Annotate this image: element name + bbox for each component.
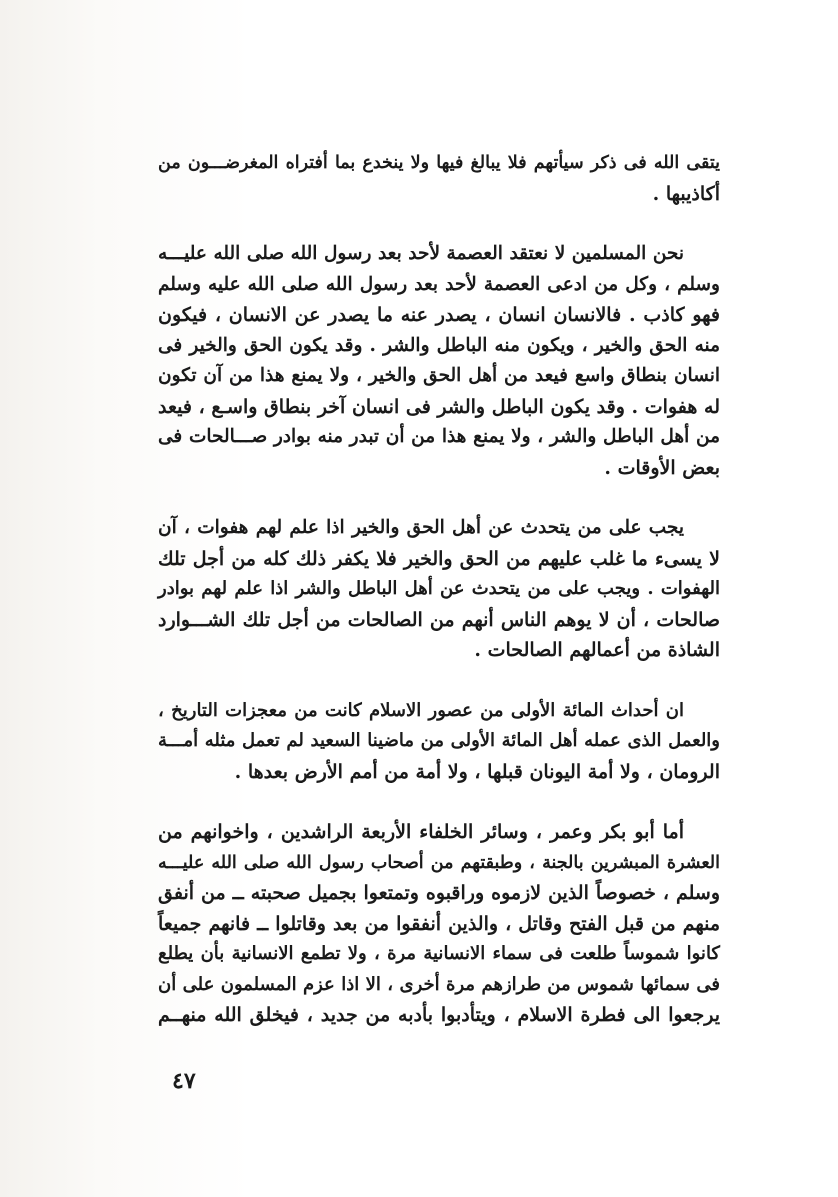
text-line: ان أحداث المائة الأولى من عصور الاسلام كانت من معجزات التاريخ ،: [158, 699, 684, 721]
text-line: يرجعوا الى فطرة الاسلام ، ويتأدبوا بأدبه من جديد ، فيخلق الله منهــم: [158, 1004, 720, 1026]
paragraph: [158, 513, 720, 666]
text-line: بعض الأوقات .: [604, 456, 720, 479]
page-body: [158, 148, 720, 1061]
text-line: الرومان ، ولا أمة اليونان قبلها ، ولا أمة من أمم الأرض بعدها .: [234, 760, 720, 783]
text-line: من أهل الباطل والشر ، ولا يمنع هذا من أن تبدر منه بوادر صـــالحات فى: [158, 426, 720, 447]
page-number: ٤٧: [172, 1068, 196, 1094]
paragraph: [158, 696, 720, 788]
text-line: كانوا شموساً طلعت فى سماء الانسانية مرة ، ولا تطمع الانسانية بأن يطلع: [158, 943, 720, 964]
text-line: والعمل الذى عمله أهل المائة الأولى من ماضينا السعيد لم تعمل مثله أمـــة: [158, 730, 720, 751]
text-line: منه الحق والخير ، ويكون منه الباطل والشر . وقد يكون الحق والخير فى: [158, 334, 720, 356]
text-line: الهفوات . ويجب على من يتحدث عن أهل الباطل والشر اذا علم لهم بوادر: [158, 578, 720, 599]
text-line: نحن المسلمين لا نعتقد العصمة لأحد بعد رسول الله صلى الله عليـــه: [158, 243, 684, 264]
text-line: أما أبو بكر وعمر ، وسائر الخلفاء الأربعة الراشدين ، واخوانهم من: [158, 821, 684, 843]
paragraph: [158, 239, 720, 483]
paragraph: [158, 148, 720, 209]
text-line: صالحات ، أن لا يوهم الناس أنهم من الصالحات من أجل تلك الشـــوارد: [158, 608, 720, 631]
text-line: أكاذيبها .: [652, 182, 720, 205]
text-line: انسان بنطاق واسع فيعد من أهل الحق والخير ، ولا يمنع هذا من آن تكون: [158, 365, 720, 386]
text-line: يتقى الله فى ذكر سيأتهم فلا يبالغ فيها ولا ينخدع بما أفتراه المغرضـــون من: [158, 153, 720, 173]
text-line: العشرة المبشرين بالجنة ، وطبقتهم من أصحاب رسول الله صلى الله عليـــه: [158, 852, 720, 873]
text-line: يجب على من يتحدث عن أهل الحق والخير اذا علم لهم هفوات ، آن: [158, 517, 684, 538]
text-line: لا يسىء ما غلب عليهم من الحق والخير فلا يكفر ذلك كله من أجل تلك: [158, 547, 720, 570]
text-line: فهو كاذب . فالانسان انسان ، يصدر عنه ما يصدر عن الانسان ، فيكون: [158, 304, 720, 326]
text-line: منهم من قبل الفتح وقاتل ، والذين أنفقوا من بعد وقاتلوا ــ فانهم جميعاً: [158, 912, 720, 935]
text-line: له هفوات . وقد يكون الباطل والشر فى انسان آخر بنطاق واسـع ، فيعد: [158, 395, 720, 418]
paragraph: [158, 817, 720, 1031]
text-line: فى سمائها شموس من طرازهم مرة أخرى ، الا اذا عزم المسلمون على أن: [158, 973, 720, 995]
text-line: الشاذة من أعمالهم الصالحات .: [474, 639, 720, 661]
text-line: وسلم ، خصوصاً الذين لازموه وراقبوه وتمتعوا بجميل صحبته ــ من أنفق: [158, 882, 720, 904]
text-line: وسلم ، وكل من ادعى العصمة لأحد بعد رسول الله صلى الله عليه وسلم: [158, 273, 720, 295]
